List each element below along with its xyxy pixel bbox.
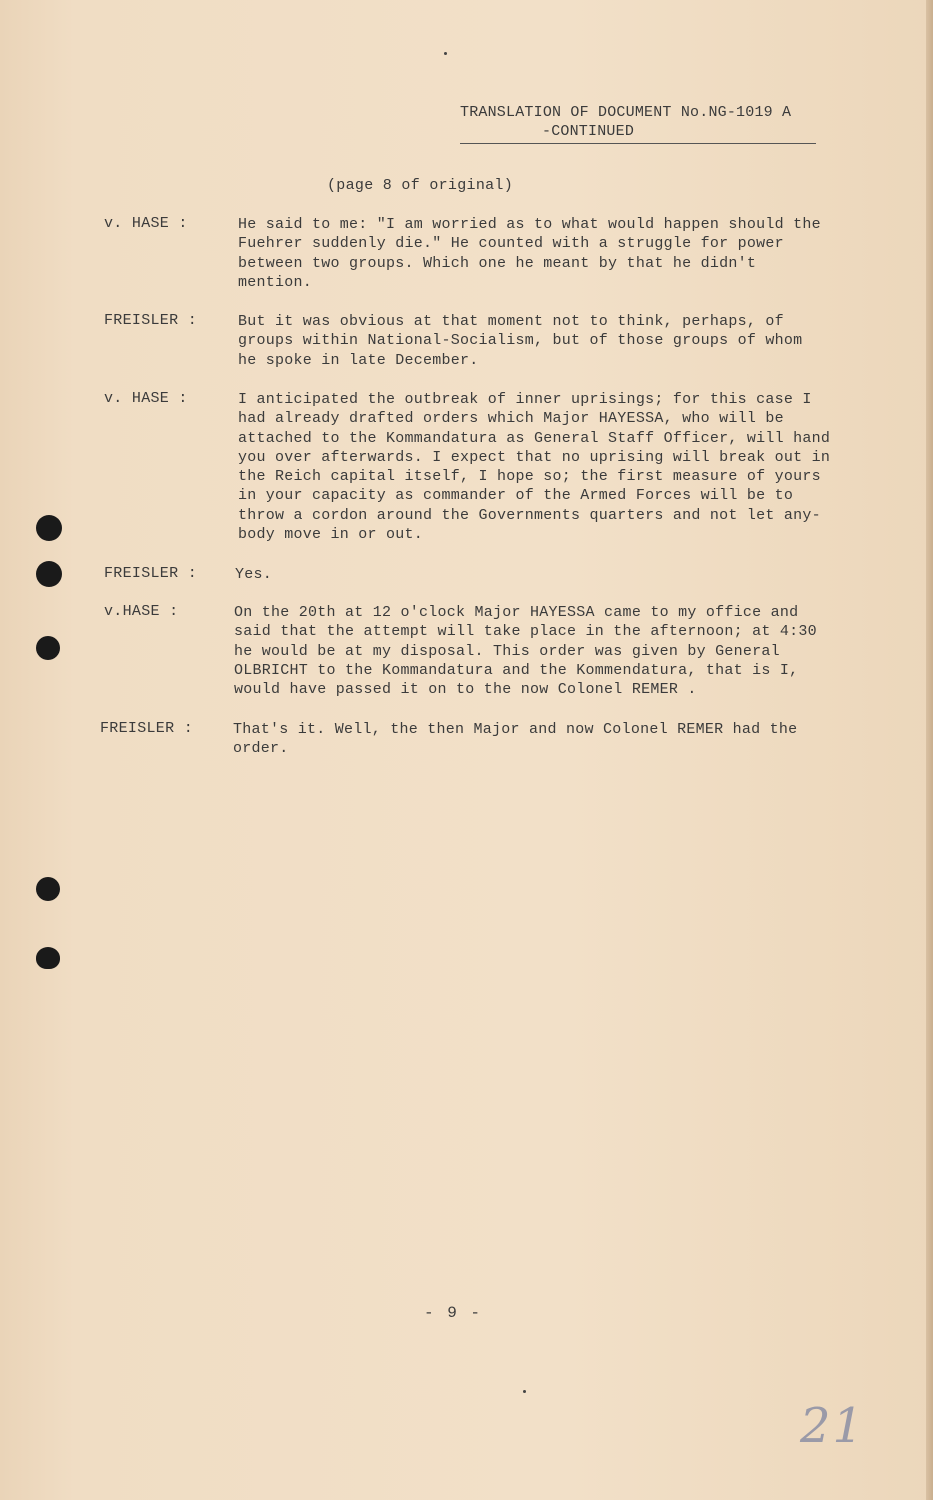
handwritten-page-number: 21 <box>800 1398 866 1454</box>
document-header <box>460 103 816 141</box>
header-title: TRANSLATION OF DOCUMENT No.NG-1019 A <box>460 104 792 121</box>
header-continued: -CONTINUED <box>542 123 635 140</box>
speaker-name: FREISLER : <box>100 720 194 737</box>
speech-text: But it was obvious at that moment not to think, perhaps, of groups within National-Socialism, but of those groups of whom he spoke in late December. <box>238 313 803 369</box>
speaker-name: v. HASE : <box>104 390 188 407</box>
speech-text: He said to me: "I am worried as to what would happen should the Fuehrer suddenly die." He counted with a struggle for power between two groups. Which one he meant by that he didn't mention. <box>238 216 821 291</box>
speech-text: I anticipated the outbreak of inner uprisings; for this case I had already drafted orders which Major HAYESSA, who will be attached to the Kommandatura as General Staff Officer, will hand you over afterwards. I expect that no uprising will break out in the Reich capital itself, I hope so; the first measure of yours in your capacity as commander of the Armed Forces will be to throw a cordon around the Governments quarters and not let any- body move in or out. <box>238 391 831 544</box>
speaker-name: v.HASE : <box>104 603 179 620</box>
paper-edge <box>926 0 933 1500</box>
punch-hole <box>36 877 60 901</box>
punch-hole <box>36 947 60 969</box>
paper-speck <box>444 52 447 55</box>
speaker-name: v. HASE : <box>104 215 188 232</box>
punch-hole <box>36 561 62 587</box>
speech-text: On the 20th at 12 o'clock Major HAYESSA came to my office and said that the attempt will take place in the afternoon; at 4:30 he would be at my disposal. This order was given by General OLBRICHT to the Kommandatura and the Kommendatura, that is I, would have passed it on to the now Colonel REMER . <box>234 604 817 699</box>
speech-text: Yes. <box>235 566 273 583</box>
original-page-note: (page 8 of original) <box>327 177 514 194</box>
speaker-name: FREISLER : <box>104 312 198 329</box>
header-underline <box>460 143 816 144</box>
paper-speck <box>523 1390 526 1393</box>
speaker-name: FREISLER : <box>104 565 198 582</box>
punch-hole <box>36 515 62 541</box>
punch-hole <box>36 636 60 660</box>
speech-text: That's it. Well, the then Major and now Colonel REMER had the order. <box>233 721 798 758</box>
page-number: - 9 - <box>424 1304 483 1322</box>
